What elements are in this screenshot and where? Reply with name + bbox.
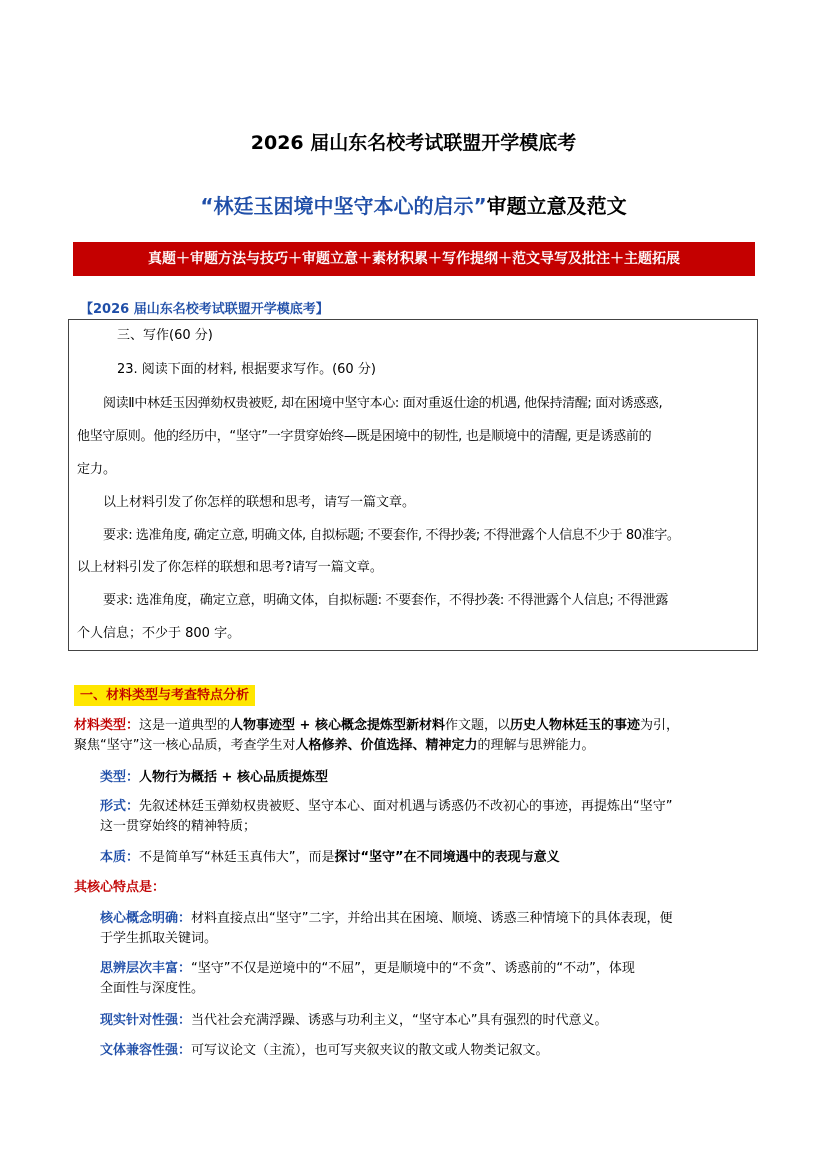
material-line-2: 他坚守原则。他的经历中，“坚守”一字贯穿始终—既是困境中的韧性, 也是顺境中的清醒, 更是诱惑前的 <box>77 429 652 444</box>
requirement-1-line-2: 以上材料引发了你怎样的联想和思考?请写一篇文章。 <box>77 560 383 575</box>
requirement-2-line-2: 个人信息；不少于 800 字。 <box>77 626 241 641</box>
prompt-text: 以上材料引发了你怎样的联想和思考，请写一篇文章。 <box>103 495 416 510</box>
requirement-1-line-1: 要求: 选准角度, 确定立意, 明确文体, 自拟标题; 不要套作, 不得抄袭; 不得泄露个人信息不少于 80准字。 <box>103 528 680 543</box>
requirement-2-line-1: 要求: 选准角度，确定立意，明确文体，自拟标题: 不要套作，不得抄袭: 不得泄露个人信息; 不得泄露 <box>103 593 669 608</box>
page-subtitle <box>0 190 827 219</box>
material-type-paragraph: 材料类型：这是一道典型的人物事迹型 + 核心概念提炼型新材料作文题，以历史人物林廷玉的事迹为引， 聚焦“坚守”这一核心品质，考查学生对人格修养、价值选择、精神定力的理解与思辨能力。 <box>74 718 680 753</box>
material-line-3: 定力。 <box>77 462 117 477</box>
contents-banner: 真题＋审题方法与技巧＋审题立意＋素材积累＋写作提纲＋范文导写及批注＋主题拓展 <box>73 242 755 276</box>
exam-source-tag: 【2026 届山东名校考试联盟开学模底考】 <box>80 302 329 317</box>
question-number: 23. 阅读下面的材料, 根据要求写作。(60 分) <box>117 362 376 377</box>
page-title: 2026 届山东名校考试联盟开学模底考 <box>250 132 577 154</box>
feature-relevance: 现实针对性强：当代社会充满浮躁、诱惑与功利主义，“坚守本心”具有强烈的时代意义。 <box>100 1013 608 1028</box>
feature-genre: 文体兼容性强：可写议论文（主流），也可写夹叙夹议的散文或人物类记叙文。 <box>100 1043 549 1058</box>
material-line-1: 阅读Ⅱ中林廷玉因弹劾权贵被贬, 却在困境中坚守本心: 面对重返仕途的机遇, 他保持清醒; 面对诱惑惑, <box>103 396 663 411</box>
feature-core-concept: 核心概念明确：材料直接点出“坚守”二字，并给出其在困境、顺境、诱惑三种情境下的具体表现，便 于学生抓取关键词。 <box>100 911 673 946</box>
essence-line: 本质：不是简单写“林廷玉真伟大”，而是探讨“坚守”在不同境遇中的表现与意义 <box>100 850 560 865</box>
core-features-heading: 其核心特点是： <box>74 880 166 895</box>
kind-line: 类型：人物行为概括 + 核心品质提炼型 <box>100 770 328 785</box>
feature-dialectic: 思辨层次丰富：“坚守”不仅是逆境中的“不屈”，更是顺境中的“不贪”、诱惑前的“不动”，体现 全面性与深度性。 <box>100 961 635 996</box>
subtitle-topic: “林廷玉困境中坚守本心的启示” <box>200 194 487 218</box>
section-heading: 三、写作(60 分) <box>117 328 213 343</box>
subtitle-suffix: 审题立意及范文 <box>486 194 627 218</box>
form-paragraph: 形式：先叙述林廷玉弹劾权贵被贬、坚守本心、面对机遇与诱惑仍不改初心的事迹，再提炼出“坚守” 这一贯穿始终的精神特质； <box>100 799 673 834</box>
analysis-heading: 一、材料类型与考查特点分析 <box>74 684 255 703</box>
question-box <box>68 319 758 651</box>
